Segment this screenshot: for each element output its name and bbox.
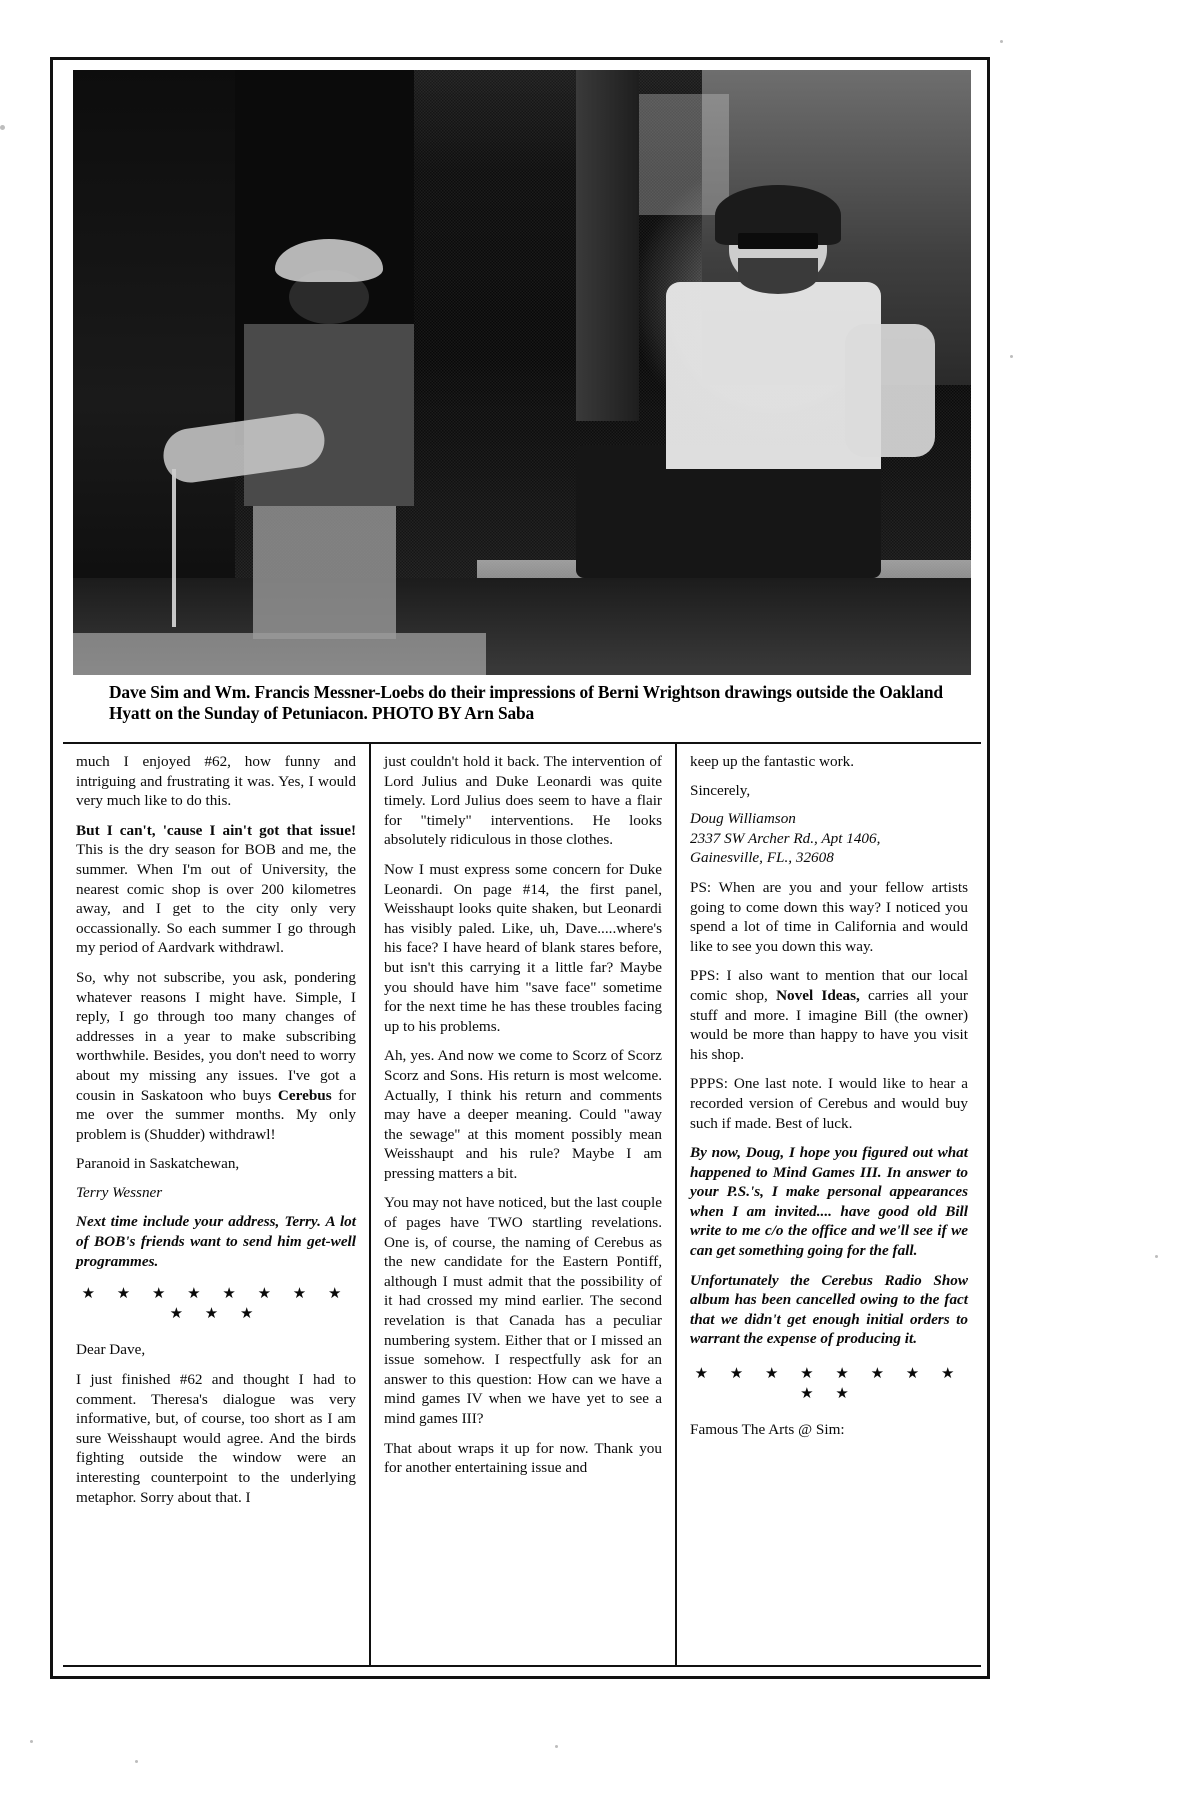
letter-column-2 <box>369 744 675 1665</box>
paragraph: Now I must express some concern for Duke Leonardi. On page #14, the first panel, Weisshaupt looks quite shaken, but Leonardi has visibly paled. Like, uh, Dave.....where's his face? I have heard of blank stares before, but isn't this carrying it a little far? Maybe you should have him "save face" sometime for the next time he has these troubles facing up to his problems. <box>384 860 662 1035</box>
scan-speck <box>30 1740 33 1743</box>
letters-columns <box>63 742 981 1667</box>
photo-caption: Dave Sim and Wm. Francis Messner-Loebs do their impressions of Berni Wrightson drawings outside the Oakland Hyatt on the Sunday of Petuniacon. PHOTO BY Arn Saba <box>109 682 943 723</box>
paragraph: much I enjoyed #62, how funny and intriguing and frustrating it was. Yes, I would very much like to do this. <box>76 753 356 810</box>
photo-highlight <box>639 94 729 215</box>
star-divider: ★ ★ ★ ★ ★ ★ ★ ★ ★ ★ ★ <box>81 1286 351 1322</box>
letter-column-3 <box>675 744 981 1665</box>
scan-speck <box>0 125 5 130</box>
photo-right-figure-sunglasses <box>738 233 819 249</box>
editor-reply: By now, Doug, I hope you figured out what happened to Mind Games III. In answer to your P.S.'s, I make personal appearances when I am invited.... have good old Bill write to me c/o the office and we'll see if we can get something going for the fall. <box>690 1144 968 1260</box>
paragraph: keep up the fantastic work. <box>690 753 855 770</box>
bold-shop-name: Novel Ideas, <box>776 986 860 1004</box>
photo-right-figure-arm <box>845 324 935 457</box>
signature-name: Terry Wessner <box>76 1183 163 1201</box>
salutation: Dear Dave, <box>76 1341 146 1359</box>
editor-reply: Next time include your address, Terry. A lot of BOB's friends want to send him get-well programmes. <box>76 1213 356 1270</box>
bold-lead: But I can't, 'cause I ain't got that issue! <box>76 821 356 839</box>
photo-chair-frame <box>172 469 176 626</box>
letter-heading: Famous The Arts @ Sim: <box>690 1421 845 1439</box>
paragraph: You may not have noticed, but the last couple of pages have TWO startling revelations. One is, of course, the naming of Cerebus as the new candidate for the Eastern Pontiff, although I must admit that the possibility of it had crossed my mind earlier. The second revelation is that Canada has a peculiar numbering system. Either that or I missed an issue somehow. I respectfully ask for an answer to this question: How can we have a mind games IV when we have yet to see a mind games III? <box>384 1194 662 1427</box>
sign-off: Sincerely, <box>690 781 751 799</box>
scan-speck <box>1010 355 1013 358</box>
photo-left-figure-body <box>244 324 415 506</box>
signature <box>76 1183 356 1203</box>
photo-pillar <box>576 70 639 421</box>
paragraph: That about wraps it up for now. Thank you for another entertaining issue and <box>384 1439 662 1477</box>
scan-speck <box>135 1760 138 1763</box>
postscript: PPS: I also want to mention that our local comic shop, Novel Ideas, carries all your stuff and more. I imagine Bill (the owner) would be more than happy to have you visit his shop. <box>690 967 968 1063</box>
letter-column-1 <box>63 744 369 1665</box>
sign-off: Paranoid in Saskatchewan, <box>76 1155 240 1173</box>
star-divider: ★ ★ ★ ★ ★ ★ ★ ★ ★ ★ <box>694 1366 964 1402</box>
photo-step <box>73 633 486 675</box>
letters-page <box>50 57 990 1679</box>
signature-block <box>690 809 968 868</box>
signature-address-line-1: 2337 SW Archer Rd., Apt 1406, <box>690 829 881 847</box>
scan-speck <box>555 1745 558 1748</box>
paragraph: I just finished #62 and thought I had to comment. Theresa's dialogue was very informative, but, of course, too short as I am sure Weisshaupt would agree. And the birds fighting outside the window were an interesting counterpoint to the underlying metaphor. Sorry about that. I <box>76 1371 356 1506</box>
postscript: PPPS: One last note. I would like to hear a recorded version of Cerebus and would buy such if made. Best of luck. <box>690 1075 968 1132</box>
bold-title: Cerebus <box>277 1086 332 1104</box>
scan-speck <box>1155 1255 1158 1258</box>
postscript: PS: When are you and your fellow artists going to come down this way? I noticed you spend a lot of time in California and would like to see you down this way. <box>690 878 968 955</box>
photo-left-figure-legs <box>253 494 397 639</box>
paragraph: just couldn't hold it back. The intervention of Lord Julius and Duke Leonardi was quite timely. Lord Julius does seem to have a flair for "timely" interventions. He looks absolutely ridiculous in those clothes. <box>384 753 662 849</box>
paragraph-with-bold-lead: But I can't, 'cause I ain't got that issue! This is the dry season for BOB and me, the summer. When I'm out of University, the nearest comic shop is over 200 kilometres away, and I get to the city only very occassionally. So each summer I go through my period of Aardvark withdrawl. <box>76 821 356 957</box>
paragraph: Ah, yes. And now we come to Scorz of Scorz Scorz and Sons. His return is most welcome. Actually, I think his return and comments may have a deeper meaning. Could "away the sewage" at this moment possibly mean Weisshaupt and his rule? Maybe I am pressing matters a bit. <box>384 1047 662 1182</box>
scan-speck <box>1000 40 1003 43</box>
signature-name: Doug Williamson <box>690 810 796 828</box>
photograph <box>73 70 971 675</box>
editor-reply: Unfortunately the Cerebus Radio Show album has been cancelled owing to the fact that we didn't get enough initial orders to warrant the expense of producing it. <box>690 1271 968 1348</box>
paragraph: So, why not subscribe, you ask, pondering whatever reasons I might have. Simple, I reply, I go through too many changes of addresses in a year to make subscribing worthwhile. Besides, you don't need to worry about my missing any issues. I've got a cousin in Saskatoon who buys Cerebus for me over the summer months. My only problem is (Shudder) withdrawl! <box>76 968 356 1143</box>
signature-address-line-2: Gainesville, FL., 32608 <box>690 849 834 867</box>
photo-right-figure-beard <box>738 258 819 294</box>
